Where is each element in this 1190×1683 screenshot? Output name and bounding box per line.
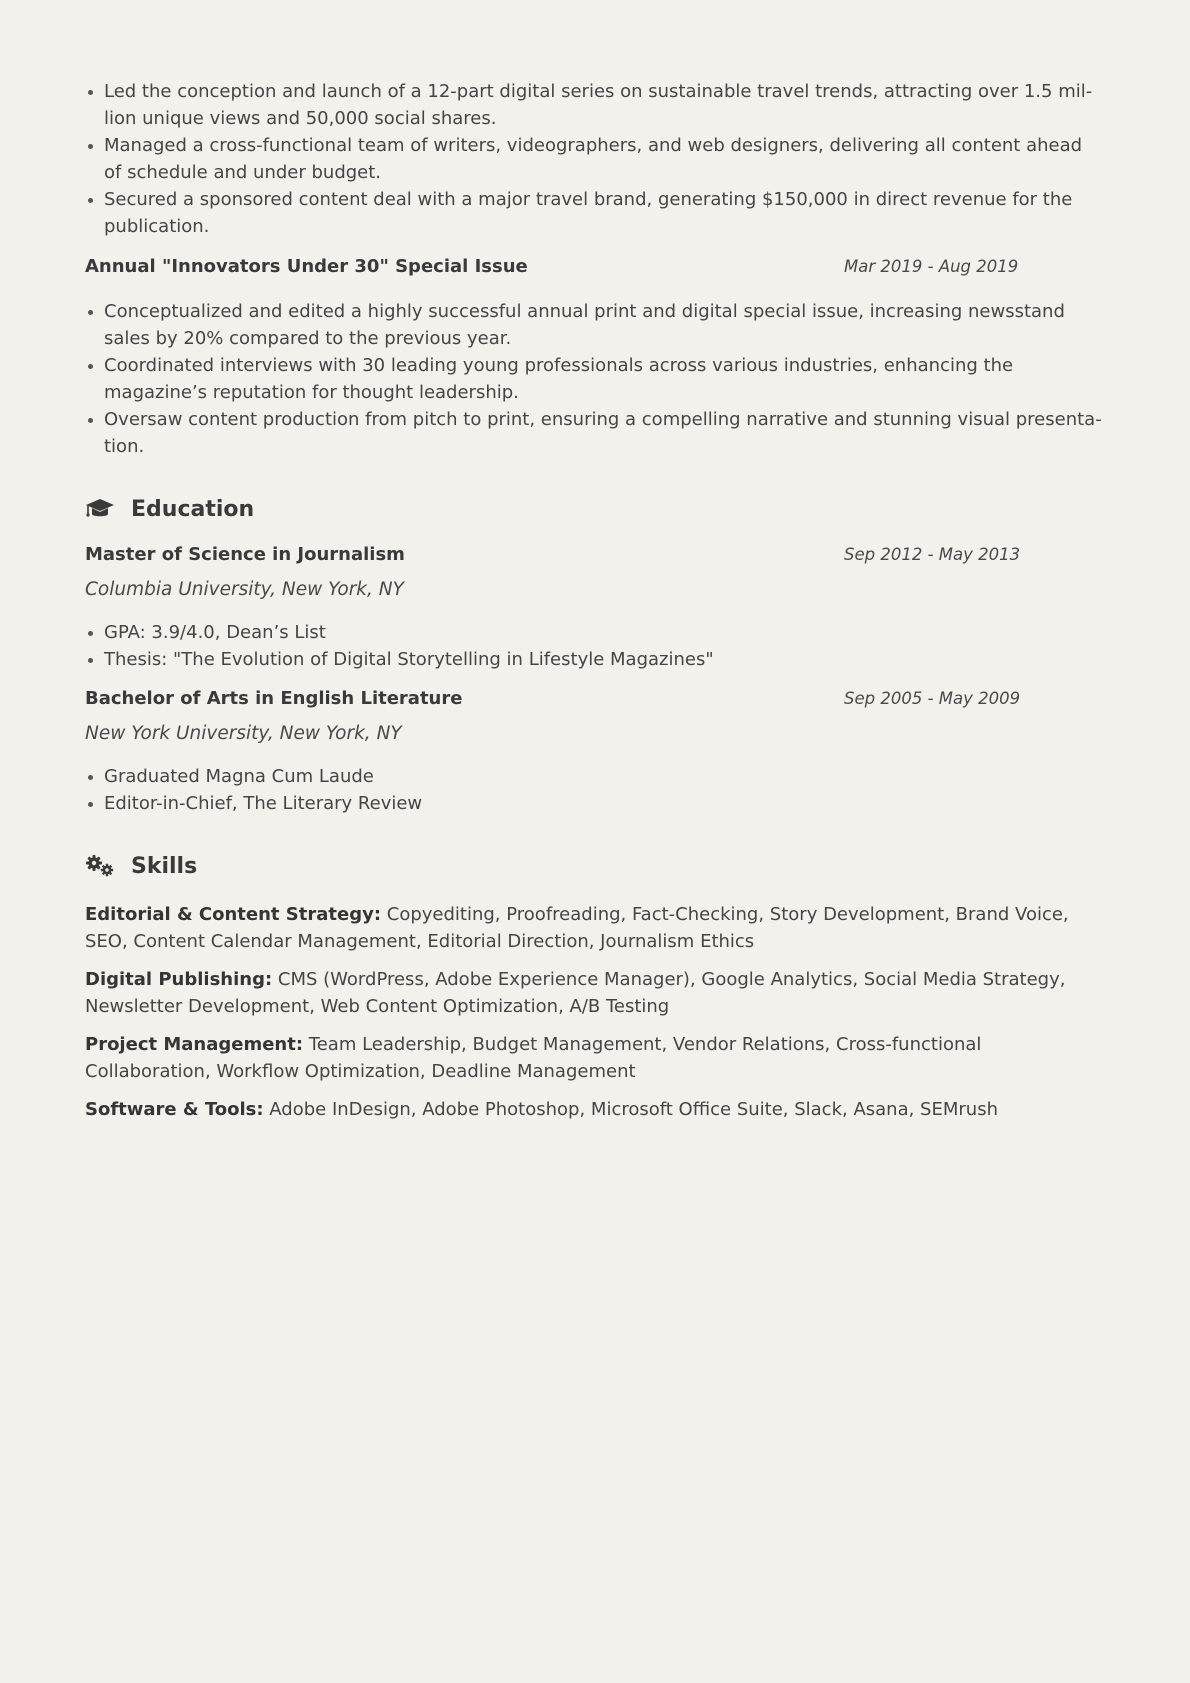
skill-label: Editorial & Content Strategy:	[85, 904, 382, 925]
list-item: Secured a sponsored content deal with a major travel brand, generating $150,000 in direct revenue for the publication.	[85, 186, 1105, 240]
project-title: Annual "Innovators Under 30" Special Issue	[85, 256, 528, 277]
graduation-cap-icon	[85, 496, 115, 522]
skill-label: Digital Publishing:	[85, 969, 273, 990]
degree-date: Sep 2005 - May 2009	[844, 689, 1021, 708]
list-item: Managed a cross-functional team of writers, videographers, and web designers, delivering all content ahead of schedule and under budget.	[85, 132, 1105, 186]
skills-section-header	[85, 853, 1105, 879]
education-entry-header	[85, 544, 1105, 565]
skill-label: Software & Tools:	[85, 1099, 264, 1120]
skill-text: CMS (WordPress, Adobe Experience Manager), Google Analytics, Social Media Strategy, Newsletter Development, Web Content Optimization, A/B Testing	[85, 969, 1066, 1017]
project-bullets	[85, 298, 1105, 460]
degree-title: Master of Science in Journalism	[85, 544, 405, 565]
gears-icon	[85, 853, 115, 879]
skill-row	[85, 966, 1105, 1020]
list-item: Coordinated interviews with 30 leading young professionals across various industries, enhancing the magazine’s reputation for thought leadership.	[85, 352, 1105, 406]
skill-label: Project Management:	[85, 1034, 304, 1055]
education-entry-header	[85, 688, 1105, 709]
experience-bullets	[85, 78, 1105, 240]
education-bullets	[85, 619, 1105, 673]
list-item: Graduated Magna Cum Laude	[85, 763, 1105, 790]
skill-row	[85, 901, 1105, 955]
skill-row	[85, 1096, 1105, 1123]
education-section-header	[85, 496, 1105, 522]
list-item: Editor-in-Chief, The Literary Review	[85, 790, 1105, 817]
degree-title: Bachelor of Arts in English Literature	[85, 688, 463, 709]
skill-row	[85, 1031, 1105, 1085]
list-item: Led the conception and launch of a 12-part digital series on sustainable travel trends, attracting over 1.5 mil-lion unique views and 50,000 social shares.	[85, 78, 1105, 132]
degree-date: Sep 2012 - May 2013	[844, 545, 1021, 564]
list-item: Oversaw content production from pitch to print, ensuring a compelling narrative and stunning visual presenta-tion.	[85, 406, 1105, 460]
education-heading: Education	[131, 496, 255, 522]
school-name: New York University, New York, NY	[85, 723, 402, 744]
skills-heading: Skills	[131, 853, 198, 879]
education-bullets	[85, 763, 1105, 817]
list-item: Conceptualized and edited a highly successful annual print and digital special issue, increasing newsstand sales by 20% compared to the previous year.	[85, 298, 1105, 352]
resume-page	[85, 78, 1105, 1123]
skill-text: Team Leadership, Budget Management, Vendor Relations, Cross-functional Collaboration, Workflow Optimization, Deadline Management	[85, 1034, 982, 1082]
project-header	[85, 256, 1105, 277]
list-item: Thesis: "The Evolution of Digital Storytelling in Lifestyle Magazines"	[85, 646, 1105, 673]
skill-text: Copyediting, Proofreading, Fact-Checking, Story Development, Brand Voice, SEO, Content Calendar Management, Editorial Direction, Journalism Ethics	[85, 904, 1069, 952]
list-item: GPA: 3.9/4.0, Dean’s List	[85, 619, 1105, 646]
skill-text: Adobe InDesign, Adobe Photoshop, Microsoft Office Suite, Slack, Asana, SEMrush	[263, 1099, 998, 1120]
project-date: Mar 2019 - Aug 2019	[844, 257, 1019, 276]
school-name: Columbia University, New York, NY	[85, 579, 404, 600]
